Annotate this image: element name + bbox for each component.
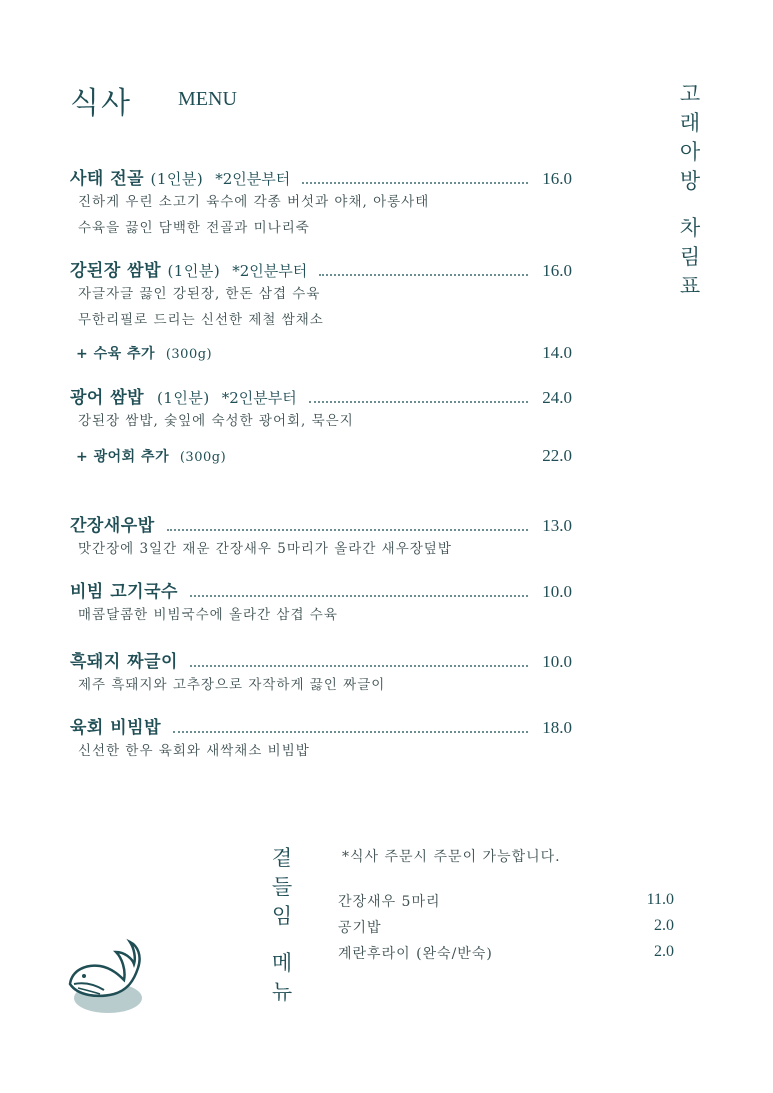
desc-line: 수육을 끓인 담백한 전골과 미나리죽: [78, 220, 310, 236]
desc-line: 강된장 쌈밥, 숯잎에 숙성한 광어회, 묵은지: [78, 413, 354, 429]
item-description: [78, 738, 310, 764]
menu-item: [70, 713, 572, 738]
item-price: 24.0: [542, 388, 572, 407]
whale-icon: [64, 936, 148, 1020]
item-note: *2인분부터: [232, 262, 308, 280]
side-title-char: 임: [271, 904, 293, 928]
side-menu-title: [268, 844, 296, 1007]
dot-leader: [319, 273, 528, 276]
side-item: [338, 891, 674, 911]
side-item-name: 공기밥: [338, 920, 382, 936]
menu-item: [70, 164, 572, 189]
dot-leader: [302, 181, 528, 184]
item-portion: (1인분): [156, 389, 210, 407]
menu-item: [70, 647, 572, 672]
item-description: [78, 281, 324, 333]
brand-char: 래: [679, 111, 701, 135]
menu-item: [70, 256, 572, 281]
side-title-char: 뉴: [271, 980, 293, 1004]
addon-portion: (300g): [165, 347, 213, 362]
desc-line: 진하게 우린 소고기 육수에 각종 버섯과 야채, 아롱사태: [78, 194, 430, 210]
item-portion: (1인분): [150, 170, 204, 188]
desc-line: 제주 흑돼지와 고추장으로 자작하게 끓인 짜글이: [78, 677, 386, 693]
item-description: [78, 536, 452, 562]
side-item-price: 11.0: [646, 891, 674, 908]
menu-item: [70, 577, 572, 602]
dot-leader: [167, 528, 528, 531]
item-description: [78, 189, 429, 241]
side-title-char: 메: [271, 951, 293, 975]
brand-char: 고: [679, 82, 701, 106]
addon-price: 14.0: [542, 343, 572, 362]
brand-char: 차: [679, 216, 701, 240]
item-note: *2인분부터: [221, 389, 297, 407]
side-item: [338, 943, 674, 963]
brand-char: 표: [679, 274, 701, 298]
menu-addon: [76, 446, 572, 466]
dot-leader: [190, 594, 528, 597]
side-item-name: 간장새우 5마리: [338, 894, 441, 910]
brand-char: 아: [679, 140, 701, 164]
item-price: 10.0: [542, 582, 572, 601]
brand-vertical-title: [676, 80, 704, 301]
desc-line: 신선한 한우 육회와 새싹채소 비빔밥: [78, 743, 310, 759]
item-name: 육회 비빔밥: [70, 718, 162, 738]
addon-name: + 수육 추가: [76, 346, 156, 362]
addon-price: 22.0: [542, 446, 572, 465]
side-title-char: 들: [271, 875, 293, 899]
item-description: [78, 408, 354, 434]
side-item-price: 2.0: [654, 943, 674, 960]
brand-char: 림: [679, 245, 701, 269]
dot-leader: [190, 664, 528, 667]
item-name: 강된장 쌈밥: [70, 261, 162, 281]
desc-line: 무한리필로 드리는 신선한 제철 쌈채소: [78, 312, 324, 328]
page-subtitle: MENU: [178, 88, 237, 110]
menu-addon: [76, 343, 572, 363]
side-item-name: 계란후라이 (완숙/반숙): [338, 946, 493, 962]
dot-leader: [309, 400, 528, 403]
item-description: [78, 672, 385, 698]
item-name: 사태 전골: [70, 169, 145, 189]
item-price: 18.0: [542, 718, 572, 737]
item-price: 10.0: [542, 652, 572, 671]
page-title: 식사: [70, 86, 132, 121]
desc-line: 맛간장에 3일간 재운 간장새우 5마리가 올라간 새우장덮밥: [78, 541, 452, 557]
item-price: 13.0: [542, 516, 572, 535]
side-title-char: 곁: [271, 846, 293, 870]
addon-name: + 광어회 추가: [76, 449, 170, 465]
item-note: *2인분부터: [215, 170, 291, 188]
side-item-price: 2.0: [654, 917, 674, 934]
item-portion: (1인분): [167, 262, 221, 280]
dot-leader: [173, 730, 528, 733]
brand-char: 방: [679, 169, 701, 193]
desc-line: 자글자글 끓인 강된장, 한돈 삼겹 수육: [78, 286, 321, 302]
item-name: 비빔 고기국수: [70, 582, 178, 602]
addon-portion: (300g): [179, 450, 227, 465]
item-price: 16.0: [542, 261, 572, 280]
item-description: [78, 602, 338, 628]
item-name: 광어 쌈밥: [70, 388, 145, 408]
brand-gap: [676, 196, 704, 214]
menu-item: [70, 383, 572, 408]
item-name: 흑돼지 짜글이: [70, 652, 178, 672]
side-item: [338, 917, 674, 937]
item-price: 16.0: [542, 169, 572, 188]
menu-item: [70, 511, 572, 536]
side-menu-note: *식사 주문시 주문이 가능합니다.: [342, 849, 561, 865]
whale-eye: [82, 974, 86, 978]
item-name: 간장새우밥: [70, 516, 155, 536]
desc-line: 매콤달콤한 비빔국수에 올라간 삼겹 수육: [78, 607, 338, 623]
side-title-gap: [268, 931, 296, 949]
